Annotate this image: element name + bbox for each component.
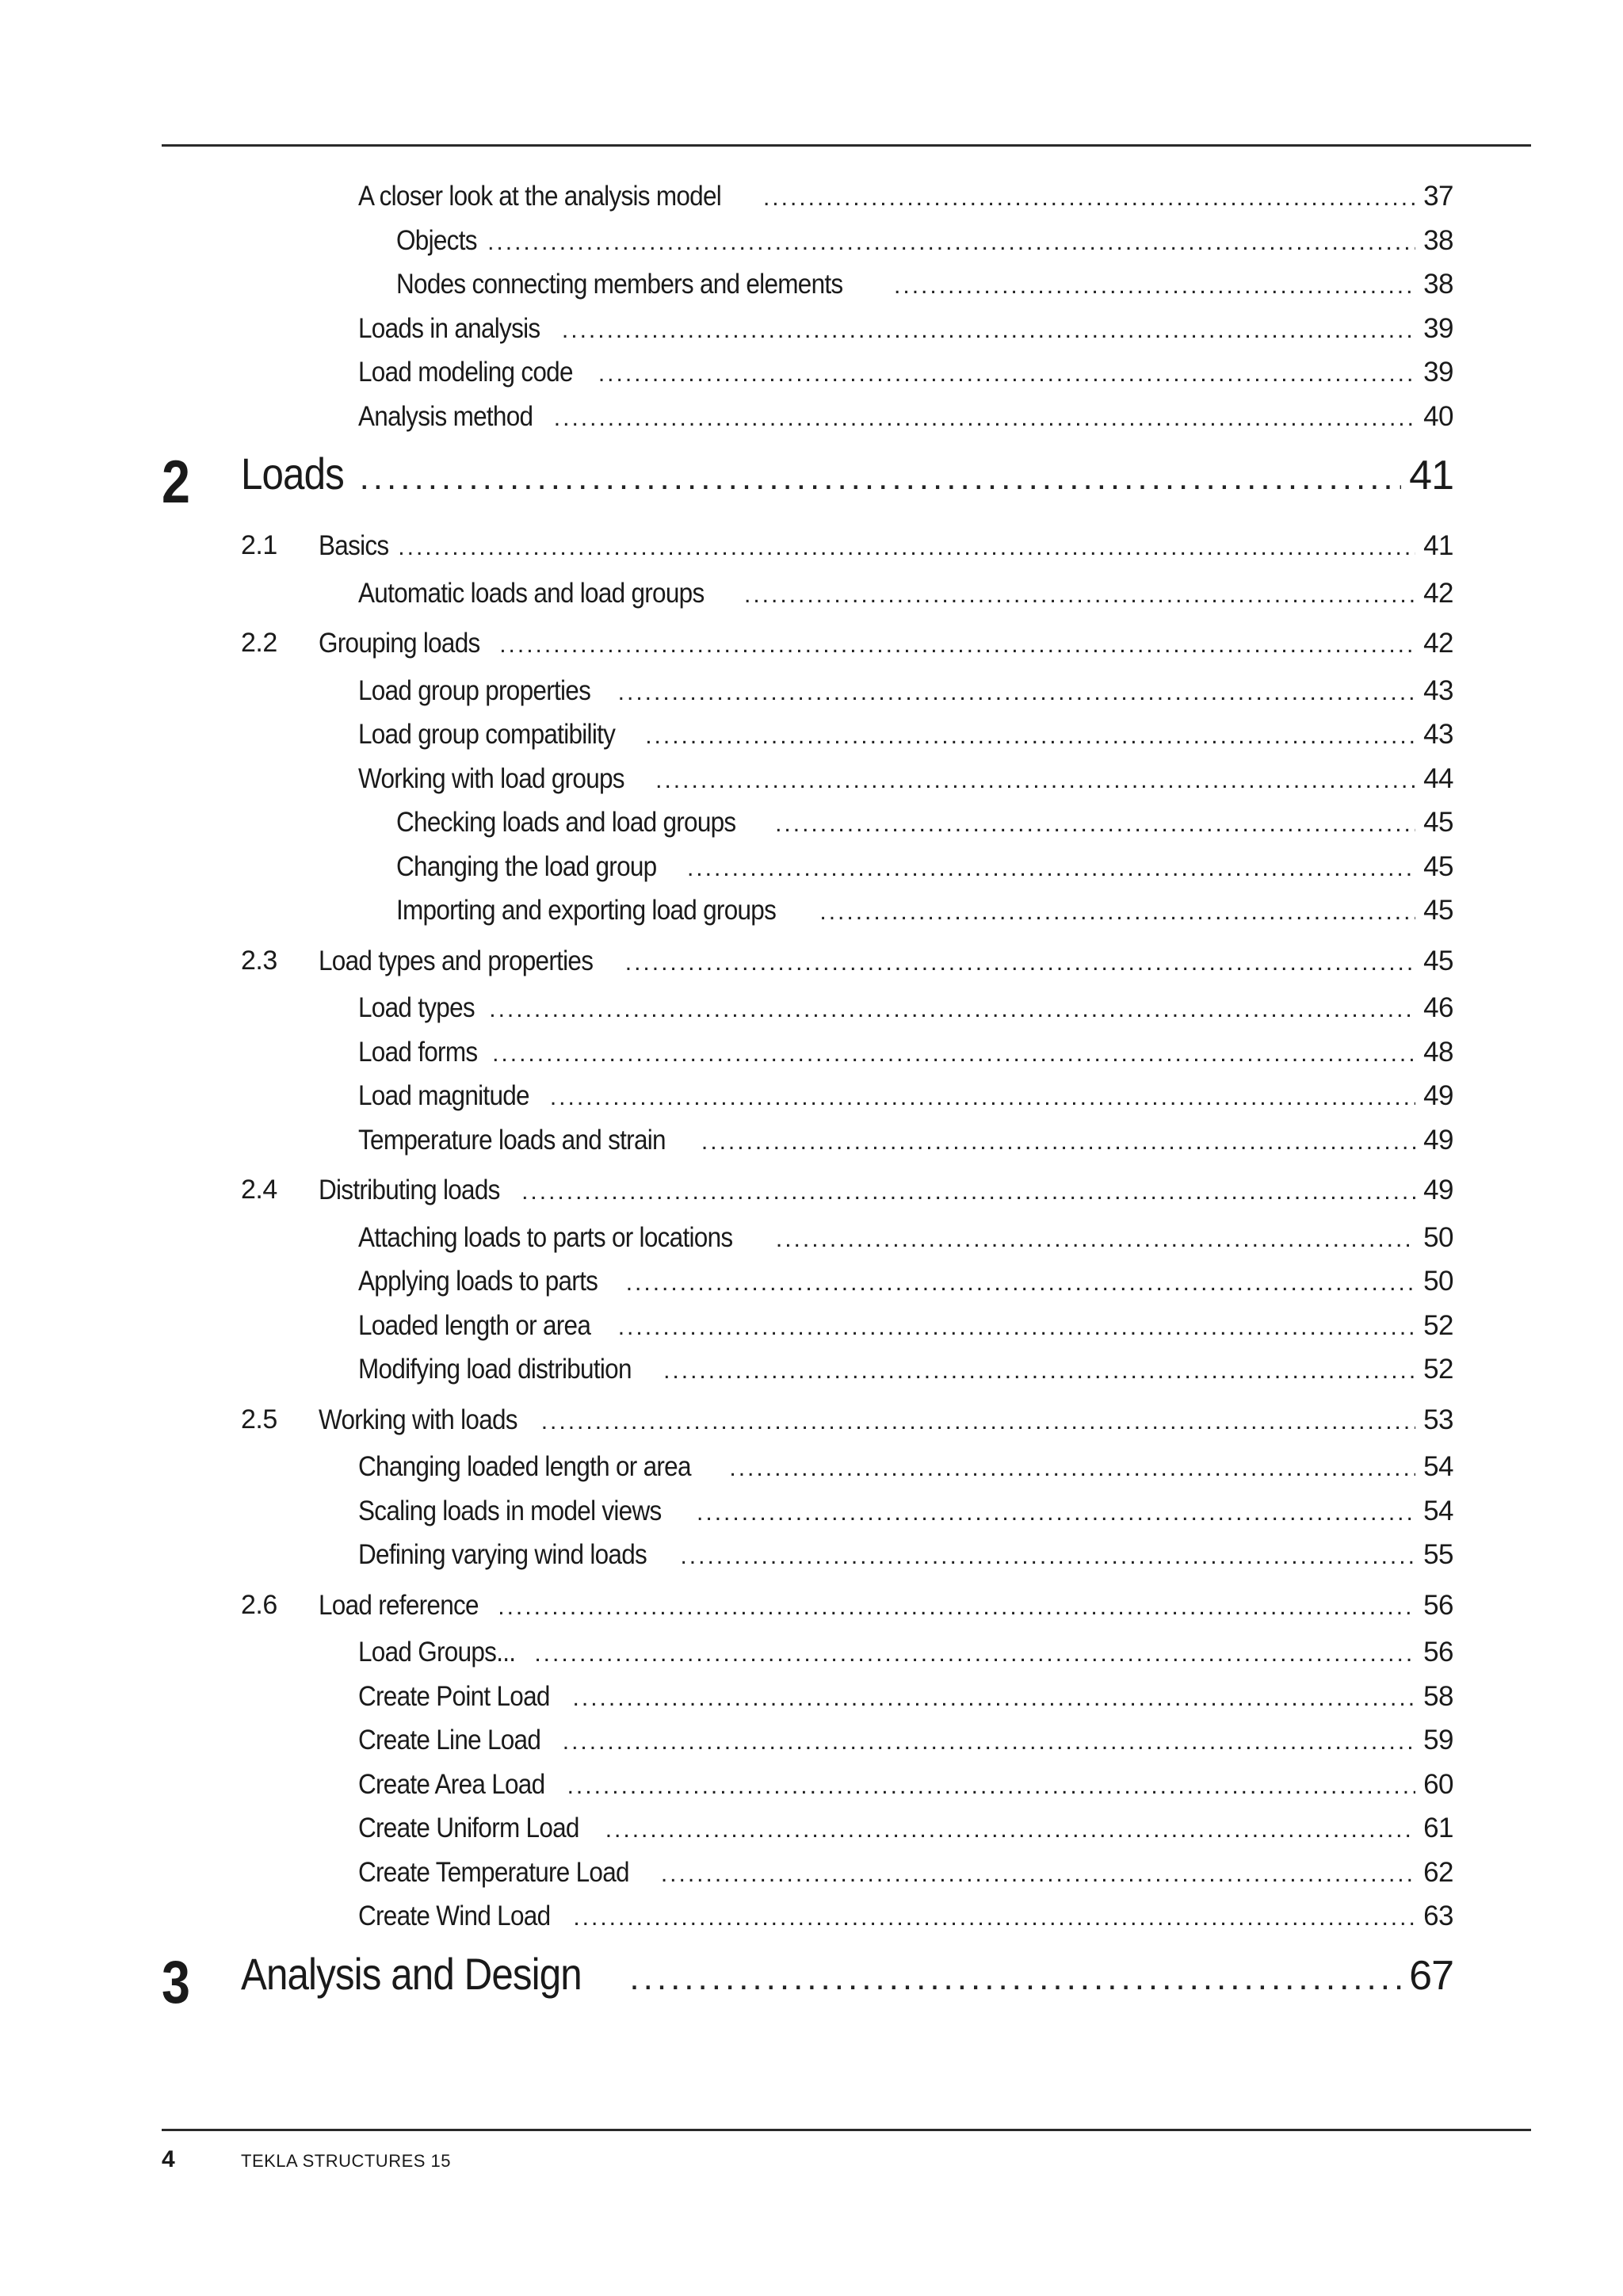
toc-entry-title: Scaling loads in model views: [358, 1495, 662, 1526]
dot-leader: [625, 949, 1415, 976]
toc-entry-sub1[interactable]: [0, 1901, 1623, 1945]
toc-entry-sub1[interactable]: [0, 1496, 1623, 1540]
toc-entry-sub1[interactable]: [0, 313, 1623, 357]
toc-entry-sec[interactable]: [0, 1404, 1623, 1449]
section-number: 2.5: [241, 1404, 277, 1435]
section-number: 2.6: [241, 1589, 277, 1620]
dot-leader: [521, 1179, 1415, 1205]
toc-entry-sub1[interactable]: [0, 1769, 1623, 1813]
toc-entry-sub1[interactable]: [0, 1037, 1623, 1081]
toc-entry-title: Objects: [396, 224, 477, 256]
toc-entry-sub1[interactable]: [0, 1725, 1623, 1769]
toc-entry-page-number: 54: [1423, 1495, 1453, 1526]
toc-entry-sub2[interactable]: [0, 807, 1623, 851]
toc-entry-title: Load types and properties: [319, 945, 594, 976]
dot-leader: [655, 767, 1415, 794]
toc-entry-page-number: 45: [1423, 850, 1453, 882]
footer-page-number: 4: [162, 2146, 175, 2172]
toc-entry-title: Create Wind Load: [358, 1901, 551, 1931]
toc-entry-page-number: 56: [1423, 1589, 1453, 1621]
dot-leader: [701, 1129, 1415, 1156]
toc-entry-sub1[interactable]: [0, 357, 1623, 401]
toc-entry-sub1[interactable]: [0, 1451, 1623, 1496]
toc-entry-sub2[interactable]: [0, 225, 1623, 269]
toc-entry-sub1[interactable]: [0, 181, 1623, 225]
section-number: 2.1: [241, 530, 277, 560]
toc-entry-sub1[interactable]: [0, 1637, 1623, 1681]
toc-entry-page-number: 39: [1423, 312, 1453, 344]
toc-entry-title: Changing loaded length or area: [358, 1451, 691, 1482]
dot-leader: [663, 1358, 1415, 1385]
toc-entry-page-number: 49: [1423, 1124, 1453, 1156]
dot-leader: [554, 405, 1415, 432]
toc-entry-page-number: 38: [1423, 269, 1453, 300]
toc-entry-page-number: 41: [1409, 453, 1453, 499]
dot-leader: [489, 996, 1415, 1023]
section-number: 2.4: [241, 1175, 277, 1205]
toc-entry-sec[interactable]: [0, 1175, 1623, 1219]
dot-leader: [550, 1084, 1415, 1111]
toc-entry-sec[interactable]: [0, 946, 1623, 990]
toc-entry-sub1[interactable]: [0, 1857, 1623, 1901]
toc-entry-page-number: 60: [1423, 1768, 1453, 1800]
chapter-number: 2: [162, 449, 189, 516]
dot-leader: [763, 185, 1415, 212]
dot-leader: [629, 1958, 1401, 1998]
toc-entry-sub1[interactable]: [0, 1266, 1623, 1310]
toc-entry-page-number: 44: [1423, 762, 1453, 794]
dot-leader: [819, 899, 1415, 926]
toc-entry-page-number: 43: [1423, 674, 1453, 706]
toc-entry-page-number: 48: [1423, 1036, 1453, 1068]
toc-entry-title: Load forms: [358, 1036, 478, 1068]
toc-entry-page-number: 53: [1423, 1404, 1453, 1435]
table-of-contents: [0, 181, 1623, 2027]
toc-entry-sub1[interactable]: [0, 1681, 1623, 1725]
toc-entry-title: Load modeling code: [358, 357, 573, 388]
toc-entry-sub1[interactable]: [0, 578, 1623, 622]
toc-entry-sub1[interactable]: [0, 1539, 1623, 1584]
toc-entry-sub1[interactable]: [0, 1222, 1623, 1266]
page-footer: [162, 2146, 451, 2173]
toc-entry-title: Load types: [358, 992, 475, 1023]
dot-leader: [687, 855, 1415, 882]
header-rule: [162, 144, 1531, 147]
toc-entry-title: Importing and exporting load groups: [396, 895, 777, 926]
dot-leader: [618, 1314, 1415, 1341]
toc-entry-title: Loaded length or area: [358, 1309, 591, 1341]
section-number: 2.3: [241, 945, 277, 976]
toc-entry-sub1[interactable]: [0, 719, 1623, 763]
toc-entry-page-number: 49: [1423, 1175, 1453, 1205]
toc-entry-page-number: 46: [1423, 992, 1453, 1023]
toc-entry-sub1[interactable]: [0, 1125, 1623, 1169]
toc-entry-sub1[interactable]: [0, 1354, 1623, 1398]
dot-leader: [894, 273, 1415, 300]
toc-entry-page-number: 61: [1423, 1813, 1453, 1843]
dot-leader: [605, 1817, 1415, 1843]
toc-entry-page-number: 63: [1423, 1901, 1453, 1931]
dot-leader: [729, 1455, 1415, 1482]
dot-leader: [598, 361, 1415, 388]
toc-entry-page-number: 50: [1423, 1266, 1453, 1297]
toc-entry-sub1[interactable]: [0, 1813, 1623, 1857]
toc-entry-title: Load group compatibility: [358, 719, 616, 750]
dot-leader: [492, 1041, 1415, 1068]
toc-entry-title: Loads in analysis: [358, 312, 540, 344]
toc-entry-page-number: 41: [1423, 530, 1453, 561]
toc-entry-page-number: 59: [1423, 1725, 1453, 1755]
dot-leader: [563, 1729, 1415, 1755]
dot-leader: [775, 811, 1415, 838]
footer-product-name: TEKLA STRUCTURES 15: [241, 2151, 452, 2171]
toc-entry-page-number: 52: [1423, 1354, 1453, 1385]
toc-entry-title: Grouping loads: [319, 628, 480, 659]
toc-entry-page-number: 58: [1423, 1680, 1453, 1712]
toc-entry-sub2[interactable]: [0, 851, 1623, 896]
toc-entry-title: Working with load groups: [358, 762, 624, 794]
toc-entry-page-number: 52: [1423, 1309, 1453, 1341]
toc-entry-page-number: 37: [1423, 181, 1453, 212]
toc-entry-title: Loads: [241, 449, 344, 499]
chapter-number: 3: [162, 1948, 189, 2016]
toc-entry-title: Basics: [319, 530, 389, 561]
dot-leader: [534, 1641, 1415, 1668]
dot-leader: [487, 229, 1415, 256]
toc-entry-sub2[interactable]: [0, 895, 1623, 939]
toc-entry-sub2[interactable]: [0, 269, 1623, 313]
toc-entry-sub1[interactable]: [0, 401, 1623, 445]
dot-leader: [680, 1543, 1415, 1570]
toc-entry-title: Load magnitude: [358, 1080, 529, 1111]
toc-entry-page-number: 45: [1423, 945, 1453, 976]
toc-entry-title: Create Point Load: [358, 1680, 550, 1712]
toc-entry-title: Attaching loads to parts or locations: [358, 1221, 733, 1253]
toc-entry-title: Modifying load distribution: [358, 1354, 632, 1385]
dot-leader: [498, 1594, 1415, 1621]
toc-entry-page-number: 40: [1423, 400, 1453, 432]
toc-entry-sub1[interactable]: [0, 675, 1623, 720]
toc-entry-page-number: 38: [1423, 224, 1453, 256]
dot-leader: [573, 1685, 1416, 1712]
dot-leader: [618, 679, 1415, 706]
toc-entry-page-number: 43: [1423, 719, 1453, 750]
toc-entry-chap[interactable]: [0, 448, 1623, 524]
section-number: 2.2: [241, 628, 277, 658]
toc-entry-page-number: 42: [1423, 628, 1453, 659]
dot-leader: [573, 1904, 1415, 1931]
dot-leader: [744, 582, 1415, 609]
toc-entry-title: Distributing loads: [319, 1175, 500, 1205]
toc-entry-title: Automatic loads and load groups: [358, 577, 705, 609]
toc-entry-sub1[interactable]: [0, 1310, 1623, 1354]
toc-entry-page-number: 54: [1423, 1451, 1453, 1482]
toc-entry-title: Working with loads: [319, 1404, 517, 1435]
toc-entry-title: Create Area Load: [358, 1768, 545, 1800]
toc-entry-page-number: 67: [1409, 1952, 1453, 1999]
toc-entry-page-number: 39: [1423, 357, 1453, 388]
toc-entry-title: Changing the load group: [396, 850, 657, 882]
toc-entry-page-number: 56: [1423, 1637, 1453, 1668]
toc-entry-sub1[interactable]: [0, 992, 1623, 1037]
toc-entry-title: Create Uniform Load: [358, 1813, 579, 1843]
toc-entry-page-number: 55: [1423, 1539, 1453, 1570]
toc-entry-sec[interactable]: [0, 530, 1623, 575]
dot-leader: [398, 534, 1415, 561]
toc-entry-title: Applying loads to parts: [358, 1266, 598, 1297]
dot-leader: [661, 1861, 1415, 1888]
toc-entry-title: Analysis and Design: [241, 1948, 582, 1999]
toc-entry-page-number: 50: [1423, 1221, 1453, 1253]
toc-entry-title: Load Groups...: [358, 1637, 516, 1668]
toc-entry-title: Create Temperature Load: [358, 1856, 629, 1888]
dot-leader: [499, 632, 1415, 659]
toc-entry-title: Defining varying wind loads: [358, 1539, 647, 1570]
toc-entry-sec[interactable]: [0, 628, 1623, 672]
dot-leader: [360, 458, 1402, 498]
dot-leader: [626, 1270, 1415, 1297]
toc-entry-page-number: 49: [1423, 1080, 1453, 1111]
toc-entry-title: Checking loads and load groups: [396, 807, 736, 838]
toc-entry-sub1[interactable]: [0, 1080, 1623, 1125]
dot-leader: [776, 1226, 1415, 1253]
toc-entry-chap[interactable]: [0, 1948, 1623, 2024]
toc-entry-title: Analysis method: [358, 400, 533, 432]
dot-leader: [567, 1773, 1416, 1800]
toc-entry-title: Temperature loads and strain: [358, 1124, 666, 1156]
toc-entry-sec[interactable]: [0, 1590, 1623, 1634]
dot-leader: [645, 723, 1415, 750]
toc-entry-title: Load group properties: [358, 674, 591, 706]
dot-leader: [562, 317, 1415, 344]
footer-rule: [162, 2129, 1531, 2131]
toc-entry-page-number: 62: [1423, 1856, 1453, 1888]
toc-entry-page-number: 45: [1423, 807, 1453, 838]
dot-leader: [541, 1408, 1415, 1435]
toc-entry-title: Create Line Load: [358, 1725, 541, 1755]
dot-leader: [697, 1499, 1415, 1526]
toc-entry-title: A closer look at the analysis model: [358, 181, 722, 212]
toc-entry-title: Load reference: [319, 1589, 479, 1621]
toc-entry-page-number: 42: [1423, 577, 1453, 609]
toc-entry-sub1[interactable]: [0, 763, 1623, 808]
toc-entry-page-number: 45: [1423, 895, 1453, 926]
toc-entry-title: Nodes connecting members and elements: [396, 269, 843, 300]
